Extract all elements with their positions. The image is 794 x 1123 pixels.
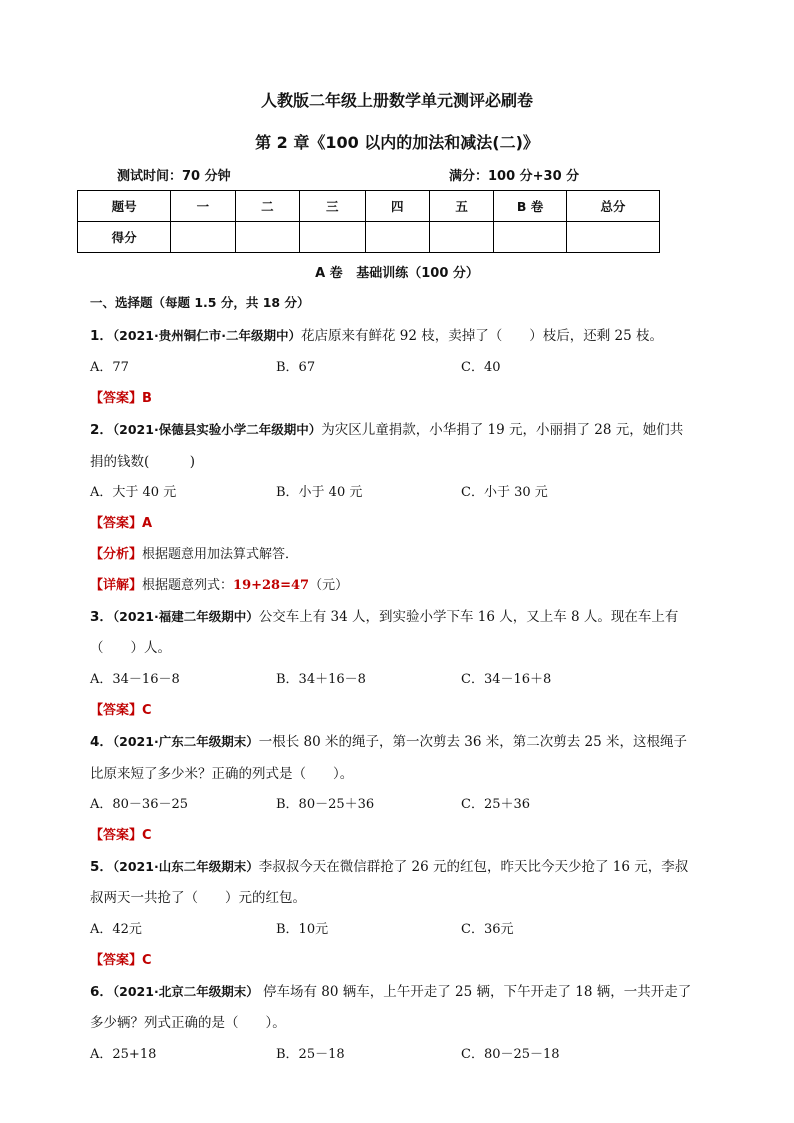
score-entry-cell[interactable]	[235, 222, 299, 253]
option-a: A．大于 40 元	[90, 485, 177, 500]
detail-2	[90, 574, 348, 593]
table-cell: 五	[429, 191, 493, 222]
answer-2	[90, 512, 152, 531]
section-a-heading: A 卷 基础训练（100 分）	[315, 266, 479, 281]
question-source: （2021·北京二年级期末）	[112, 984, 259, 999]
question-2	[90, 418, 683, 438]
score-entry-cell[interactable]	[300, 222, 365, 253]
option-a: A．80－36－25	[90, 797, 189, 812]
question-text: 花店原来有鲜花 92 枝，卖掉了（ ）枝后，还剩 25 枝。	[300, 328, 663, 344]
part-one-heading: 一、选择题（每题 1.5 分，共 18 分）	[90, 295, 310, 310]
table-cell: B 卷	[494, 191, 566, 222]
option-b: B．25－18	[276, 1047, 345, 1062]
answer-4	[90, 824, 152, 843]
question-3	[90, 605, 678, 625]
table-cell: 得分	[78, 222, 171, 253]
table-cell: 总分	[566, 191, 659, 222]
question-number: 3．	[90, 609, 113, 625]
option-a: A．77	[90, 360, 129, 375]
chapter-subtitle: 第 2 章《100 以内的加法和减法(二)》	[255, 133, 539, 152]
option-c: C．80－25－18	[461, 1047, 560, 1062]
question-number: 5．	[90, 859, 113, 875]
question-text: 停车场有 80 辆车，上午开走了 25 辆，下午开走了 18 辆，一共开走了	[258, 984, 692, 1000]
question-text-cont: 捐的钱数( )	[90, 454, 196, 470]
option-c: C．小于 30 元	[461, 485, 548, 500]
answer-value: B	[142, 391, 152, 406]
option-c: C．25＋36	[461, 797, 531, 812]
detail-expression: 19+28=47	[233, 578, 310, 593]
question-text: 公交车上有 34 人，到实验小学下车 16 人，又上车 8 人。现在车上有	[258, 609, 679, 625]
question-source: （2021·贵州铜仁市·二年级期中）	[112, 328, 301, 343]
answer-value: C	[142, 953, 152, 968]
answer-tag: 【答案】	[90, 703, 143, 718]
question-number: 2．	[90, 422, 113, 438]
question-number: 6．	[90, 984, 113, 1000]
option-a: A．42元	[90, 922, 142, 937]
question-text-cont: 多少辆？列式正确的是（ ）。	[90, 1015, 286, 1031]
question-text: 为灾区儿童捐款，小华捐了 19 元，小丽捐了 28 元，她们共	[321, 422, 684, 438]
table-cell: 题号	[78, 191, 171, 222]
analysis-text: 根据题意用加法算式解答．	[142, 547, 299, 562]
answer-value: C	[142, 703, 152, 718]
answer-tag: 【答案】	[90, 953, 143, 968]
detail-text: 根据题意列式：	[142, 578, 234, 593]
detail-unit: （元）	[309, 578, 349, 593]
question-text-cont: 叔两天一共抢了（ ）元的红包。	[90, 890, 306, 906]
question-4	[90, 730, 687, 750]
answer-value: C	[142, 828, 152, 843]
question-1	[90, 324, 663, 344]
analysis-tag: 【分析】	[90, 547, 143, 562]
question-text: 李叔叔今天在微信群抢了 26 元的红包，昨天比今天少抢了 16 元，李叔	[258, 859, 689, 875]
question-number: 1．	[90, 328, 113, 344]
detail-tag: 【详解】	[90, 578, 143, 593]
full-score: 满分：100 分+30 分	[449, 169, 580, 184]
question-5	[90, 855, 688, 875]
option-b: B．小于 40 元	[276, 485, 363, 500]
question-text-cont: 比原来短了多少米？正确的列式是（ ）。	[90, 766, 354, 782]
page-title: 人教版二年级上册数学单元测评必刷卷	[260, 91, 533, 110]
question-source: （2021·保德县实验小学二年级期中）	[112, 422, 322, 437]
option-b: B．34＋16－8	[276, 672, 366, 687]
option-b: B．80－25＋36	[276, 797, 375, 812]
score-entry-cell[interactable]	[494, 222, 566, 253]
option-b: B．67	[276, 360, 316, 375]
option-c: C．34－16＋8	[461, 672, 552, 687]
question-number: 4．	[90, 734, 113, 750]
question-source: （2021·广东二年级期末）	[112, 734, 259, 749]
table-cell: 四	[365, 191, 429, 222]
score-table	[77, 190, 660, 253]
score-table-header-row	[78, 191, 660, 222]
answer-tag: 【答案】	[90, 828, 143, 843]
table-cell: 三	[300, 191, 365, 222]
option-a: A．25+18	[90, 1047, 157, 1062]
option-c: C．40	[461, 360, 501, 375]
table-cell: 二	[235, 191, 299, 222]
question-text: 一根长 80 米的绳子，第一次剪去 36 米，第二次剪去 25 米，这根绳子	[258, 734, 687, 750]
option-c: C．36元	[461, 922, 514, 937]
score-entry-cell[interactable]	[171, 222, 235, 253]
table-cell: 一	[171, 191, 235, 222]
score-entry-cell[interactable]	[429, 222, 493, 253]
score-table-score-row	[78, 222, 660, 253]
score-entry-cell[interactable]	[365, 222, 429, 253]
test-time: 测试时间：70 分钟	[117, 169, 231, 184]
answer-1	[90, 387, 152, 406]
analysis-2	[90, 543, 298, 562]
question-source: （2021·山东二年级期末）	[112, 859, 259, 874]
option-a: A．34－16－8	[90, 672, 180, 687]
answer-5	[90, 949, 152, 968]
answer-value: A	[142, 516, 153, 531]
question-source: （2021·福建二年级期中）	[112, 609, 259, 624]
question-text-cont: （ ）人。	[90, 640, 171, 656]
option-b: B．10元	[276, 922, 329, 937]
score-entry-cell[interactable]	[566, 222, 659, 253]
answer-tag: 【答案】	[90, 516, 143, 531]
question-6	[90, 980, 691, 1000]
answer-tag: 【答案】	[90, 391, 143, 406]
answer-3	[90, 699, 152, 718]
